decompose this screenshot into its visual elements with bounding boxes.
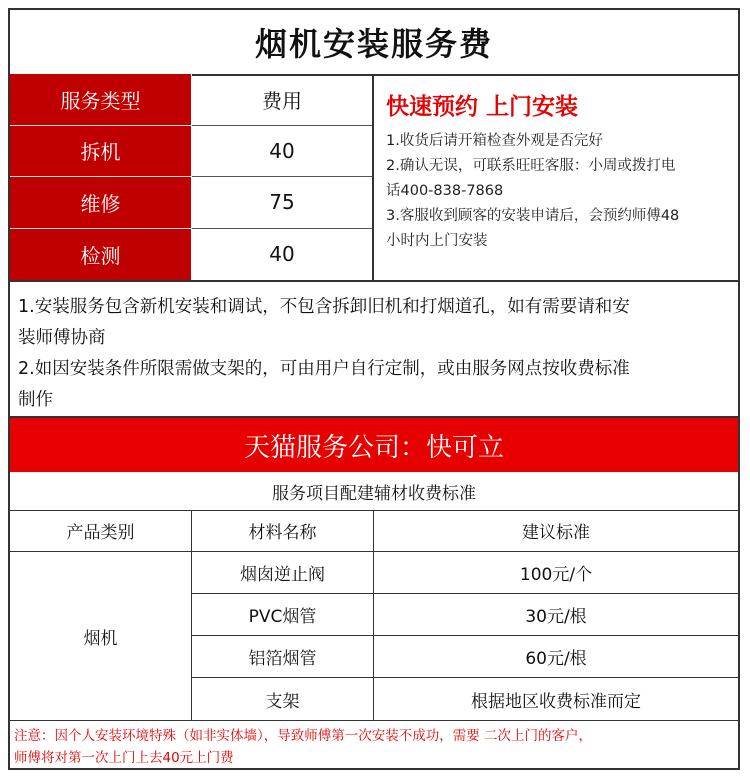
fee-header-value: 费用 (192, 74, 372, 126)
material-name: PVC烟管 (192, 594, 374, 636)
material-price: 根据地区收费标准而定 (471, 691, 641, 712)
booking-line: 话400-838-7868 (386, 183, 504, 199)
booking-line: 2.确认无误，可联系旺旺客服：小周或拨打电 (386, 158, 676, 174)
standard-table (10, 510, 738, 720)
fee-row-label: 拆机 (10, 126, 192, 178)
fee-row (10, 177, 372, 229)
material-name: 烟囱逆止阀 (192, 552, 374, 594)
footer-line: 注意：因个人安装环境特殊（如非实体墙），导致师傅第一次安装不成功，需要 二次上门的客户， (14, 728, 593, 744)
company-banner: 天猫服务公司：快可立 (10, 418, 738, 472)
fee-row-label: 检测 (10, 229, 192, 281)
footer-line: 师傅将对第一次上门上去40元上门费 (14, 750, 234, 766)
fee-row-value: 40 (269, 242, 295, 267)
fee-header-row (10, 74, 372, 126)
header-standard: 建议标准 (374, 510, 738, 552)
material-name: 铝箔烟管 (192, 636, 374, 678)
material-name: 支架 (192, 678, 374, 720)
booking-title: 快速预约 上门安装 (386, 94, 579, 120)
header-category: 产品类别 (10, 510, 192, 552)
note-line: 2.如因安装条件所限需做支架的，可由用户自行定制，或由服务网点按收费标准 (18, 359, 630, 379)
fee-row-value: 40 (192, 126, 372, 178)
material-price: 30元/根 (374, 594, 738, 636)
booking-panel (374, 74, 738, 280)
booking-line: 1.收货后请开箱检查外观是否完好 (386, 133, 603, 149)
note-line: 装师傅协商 (18, 328, 106, 348)
notes-section (10, 280, 738, 418)
standard-title: 服务项目配建辅材收费标准 (10, 472, 738, 511)
fee-row (10, 126, 372, 178)
note-line: 1.安装服务包含新机安装和调试，不包含拆卸旧机和打烟道孔，如有需要请和安 (18, 297, 630, 317)
footer-notice (10, 720, 738, 770)
booking-line: 小时内上门安装 (386, 233, 488, 249)
category-cell: 烟机 (10, 552, 192, 720)
fee-row-value: 75 (192, 177, 372, 229)
fee-row (10, 229, 372, 281)
material-price: 100元/个 (374, 552, 738, 594)
price-sheet (8, 8, 740, 770)
fee-header-label: 服务类型 (10, 74, 192, 126)
header-material: 材料名称 (192, 510, 374, 552)
fee-row-label: 维修 (10, 177, 192, 229)
booking-line: 3.客服收到顾客的安装申请后，会预约师傅48 (386, 208, 680, 224)
material-price: 60元/根 (374, 636, 738, 678)
fee-table (10, 74, 374, 280)
page-title: 烟机安装服务费 (10, 10, 738, 76)
note-line: 制作 (18, 390, 53, 410)
